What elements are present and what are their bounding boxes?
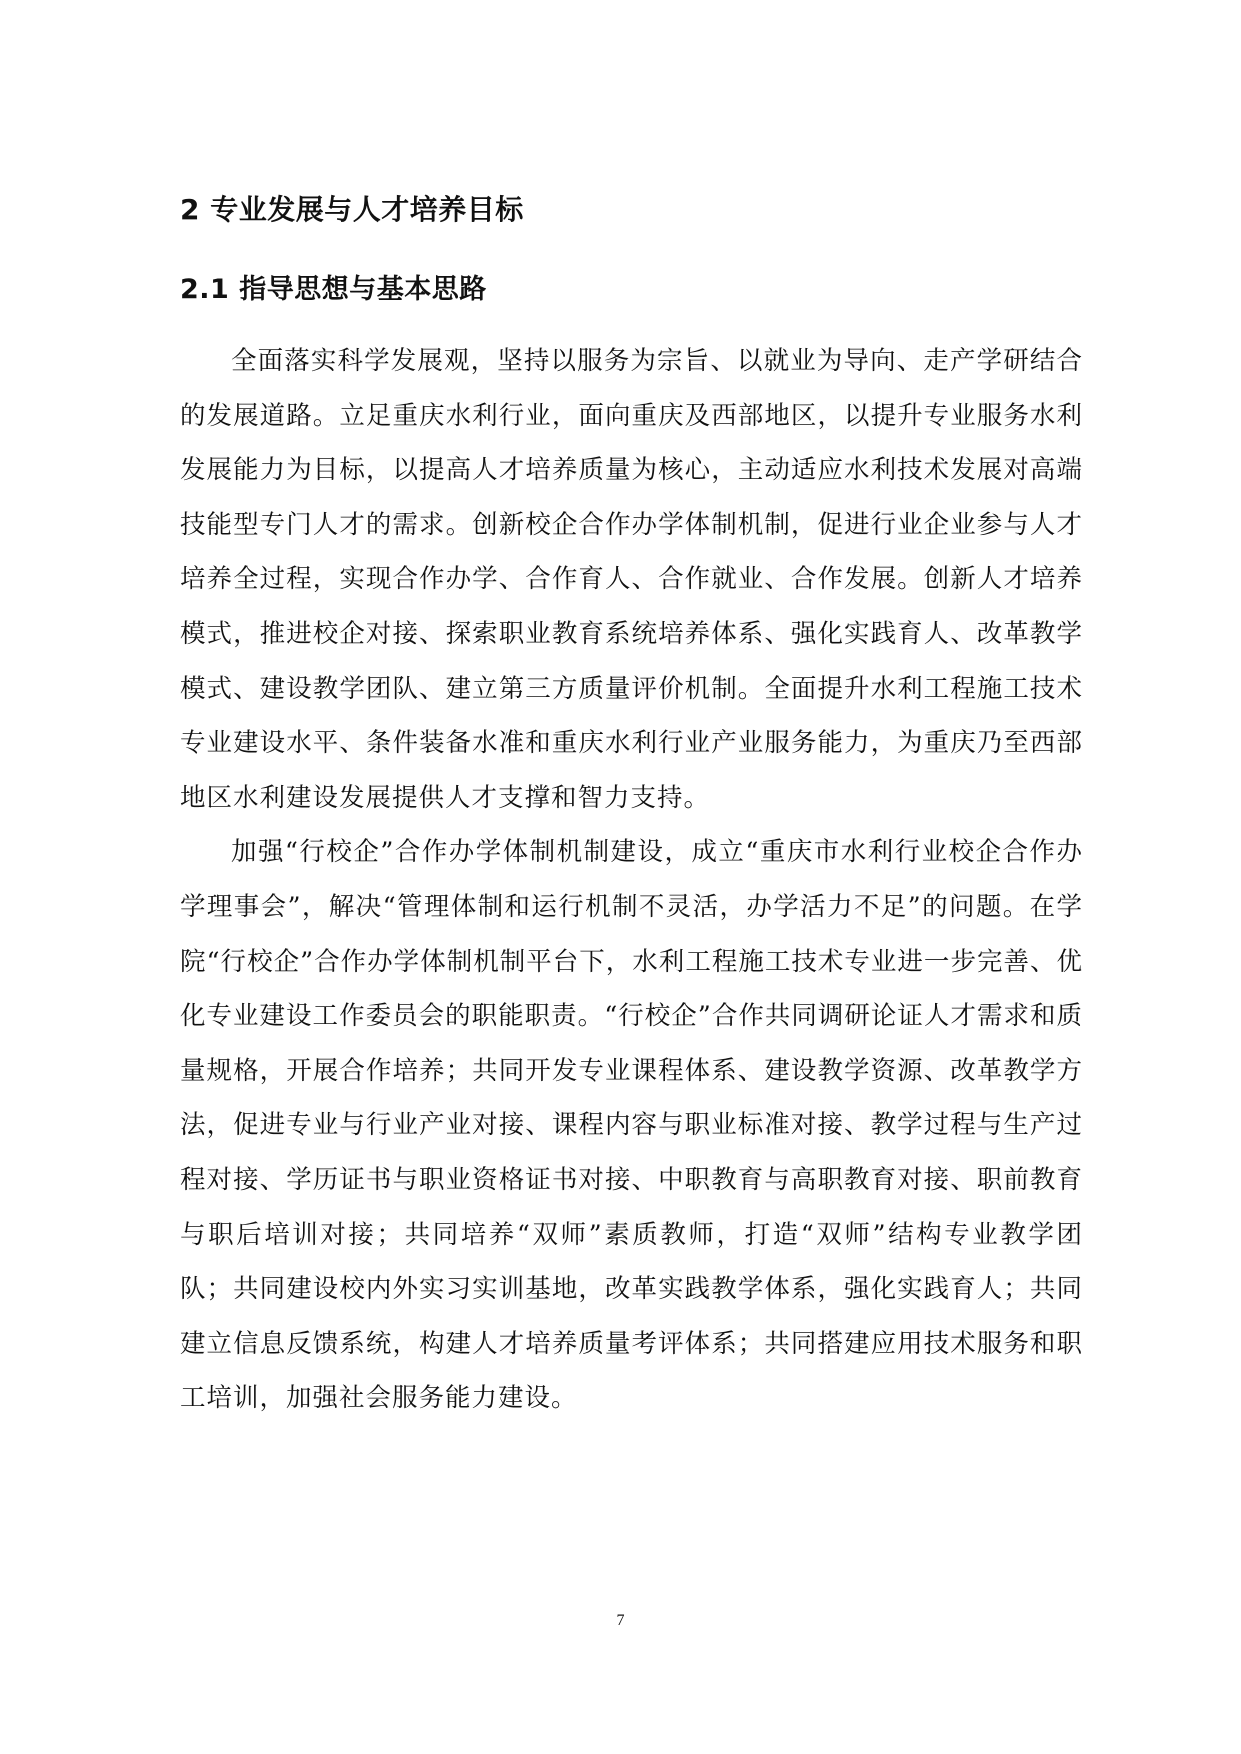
paragraph-cooperation-mechanism: 加强“行校企”合作办学体制机制建设，成立“重庆市水利行业校企合作办学理事会”，解决“管理体制和运行机制不灵活，办学活力不足”的问题。在学院“行校企”合作办学体制机制平台下，水利工程施工技术专业进一步完善、优化专业建设工作委员会的职能职责。“行校企”合作共同调研论证人才需求和质量规格，开展合作培养；共同开发专业课程体系、建设教学资源、改革教学方法，促进专业与行业产业对接、课程内容与职业标准对接、教学过程与生产过程对接、学历证书与职业资格证书对接、中职教育与高职教育对接、职前教育与职后培训对接；共同培养“双师”素质教师，打造“双师”结构专业教学团队；共同建设校内外实习实训基地，改革实践教学体系，强化实践育人；共同建立信息反馈系统，构建人才培养质量考评体系；共同搭建应用技术服务和职工培训，加强社会服务能力建设。 bbox=[180, 837, 1083, 1414]
page-number: 7 bbox=[616, 1612, 625, 1629]
subsection-heading: 2.1 指导思想与基本思路 bbox=[180, 274, 487, 305]
section-heading: 2 专业发展与人才培养目标 bbox=[180, 193, 524, 226]
page-content bbox=[180, 190, 1083, 1426]
paragraph-guiding-ideology: 全面落实科学发展观，坚持以服务为宗旨、以就业为导向、走产学研结合的发展道路。立足重庆水利行业，面向重庆及西部地区，以提升专业服务水利发展能力为目标，以提高人才培养质量为核心，主动适应水利技术发展对高端技能型专门人才的需求。创新校企合作办学体制机制，促进行业企业参与人才培养全过程，实现合作办学、合作育人、合作就业、合作发展。创新人才培养模式，推进校企对接、探索职业教育系统培养体系、强化实践育人、改革教学模式、建设教学团队、建立第三方质量评价机制。全面提升水利工程施工技术专业建设水平、条件装备水准和重庆水利行业产业服务能力，为重庆乃至西部地区水利建设发展提供人才支撑和智力支持。 bbox=[180, 346, 1083, 813]
